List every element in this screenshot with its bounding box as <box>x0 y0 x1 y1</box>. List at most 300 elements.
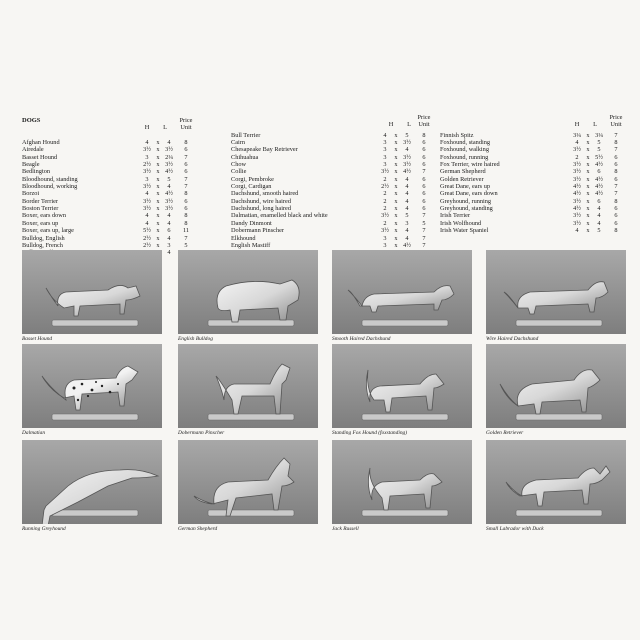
height-value: 3½ <box>143 183 151 191</box>
times-sign: x <box>586 227 590 235</box>
height-value: 3½ <box>573 219 581 227</box>
price-value: 7 <box>422 234 426 242</box>
length-value: 4 <box>167 219 171 227</box>
dog-breed-name: Boxer, ears down <box>22 212 66 220</box>
height-value: 2 <box>383 219 387 227</box>
times-sign: x <box>586 205 590 213</box>
price-value: 7 <box>184 234 188 242</box>
l-head: L <box>407 121 411 128</box>
height-value: 3½ <box>573 212 581 220</box>
price-value: 7 <box>422 241 426 249</box>
dog-figurine-image <box>332 440 472 524</box>
catalog-row <box>22 198 217 205</box>
times-sign: x <box>156 153 160 161</box>
catalog-row <box>231 139 446 146</box>
times-sign: x <box>394 234 398 242</box>
height-value: 4 <box>145 190 149 198</box>
price-head-2: Unit <box>610 121 622 128</box>
dog-figurine-image <box>22 344 162 428</box>
dog-figurine-photo <box>486 250 626 334</box>
price-value: 6 <box>422 205 426 213</box>
dog-breed-name: Finnish Spitz <box>440 131 474 139</box>
length-value: 4 <box>167 234 171 242</box>
photo-caption: Standing Fox Hound (foxstanding) <box>332 430 408 436</box>
price-value: 8 <box>614 168 618 176</box>
times-sign: x <box>394 175 398 183</box>
h-head: H <box>574 121 580 128</box>
price-head-1: Price <box>179 117 193 124</box>
price-value: 5 <box>422 219 426 227</box>
price-value: 6 <box>422 175 426 183</box>
dog-breed-name: Chihuahua <box>231 153 259 161</box>
length-value: 5 <box>405 131 409 139</box>
price-value: 7 <box>184 153 188 161</box>
dog-breed-name: Boxer, ears up <box>22 219 59 227</box>
price-value: 6 <box>184 205 188 213</box>
length-value: 4 <box>167 139 171 147</box>
photo-caption: Golden Retriever <box>486 430 524 436</box>
dog-breed-name: Dachshund, wire haired <box>231 197 291 205</box>
catalog-column-1 <box>22 114 217 257</box>
catalog-row <box>231 161 446 168</box>
height-value: 2½ <box>381 183 389 191</box>
times-sign: x <box>586 219 590 227</box>
photo-caption: Jack Russell <box>332 526 359 532</box>
times-sign: x <box>586 161 590 169</box>
length-value: 4 <box>167 183 171 191</box>
photo-caption: Basset Hound <box>22 336 53 342</box>
catalog-row <box>22 168 217 175</box>
dog-breed-name: Corgi, Cardigan <box>231 183 272 191</box>
height-value: 3½ <box>143 205 151 213</box>
catalog-row <box>231 154 446 161</box>
length-value: 4 <box>597 205 601 213</box>
times-sign: x <box>156 227 160 235</box>
times-sign: x <box>156 168 160 176</box>
catalog-row <box>22 235 217 242</box>
dog-breed-name: Greyhound, running <box>440 197 492 205</box>
times-sign: x <box>586 153 590 161</box>
height-value: 2 <box>383 205 387 213</box>
height-value: 2½ <box>143 161 151 169</box>
catalog-row <box>22 183 217 190</box>
price-value: 6 <box>184 168 188 176</box>
photo-caption: Small Labrador with Duck <box>486 526 544 532</box>
times-sign: x <box>394 227 398 235</box>
length-value: 2¼ <box>165 153 173 161</box>
times-sign: x <box>394 183 398 191</box>
length-value: 4 <box>405 227 409 235</box>
height-value: 3 <box>383 146 387 154</box>
times-sign: x <box>394 131 398 139</box>
times-sign: x <box>156 234 160 242</box>
price-value: 6 <box>422 161 426 169</box>
length-value: 4½ <box>165 190 173 198</box>
times-sign: x <box>394 219 398 227</box>
catalog-row <box>22 154 217 161</box>
dog-breed-name: Dachshund, long haired <box>231 205 291 213</box>
dog-breed-name: Elkhound <box>231 234 256 242</box>
height-value: 2 <box>383 197 387 205</box>
price-value: 6 <box>184 161 188 169</box>
catalog-row <box>22 220 217 227</box>
dog-figurine-photo <box>332 440 472 524</box>
height-value: 4 <box>575 227 579 235</box>
length-value: 4 <box>405 175 409 183</box>
times-sign: x <box>586 190 590 198</box>
catalog-row <box>22 190 217 197</box>
catalog-row <box>231 220 446 227</box>
catalog-row <box>440 227 635 234</box>
dog-figurine-image <box>332 344 472 428</box>
times-sign: x <box>586 168 590 176</box>
times-sign: x <box>586 183 590 191</box>
dog-breed-name: Irish Water Spaniel <box>440 227 489 235</box>
length-value: 4½ <box>595 161 603 169</box>
height-value: 3 <box>145 175 149 183</box>
price-head-1: Price <box>609 114 623 121</box>
price-value: 6 <box>422 183 426 191</box>
price-head-1: Price <box>417 114 431 121</box>
dog-breed-name: Dalmatian, enamelled black and white <box>231 212 328 220</box>
price-value: 7 <box>422 227 426 235</box>
length-value: 4½ <box>165 168 173 176</box>
price-value: 7 <box>184 175 188 183</box>
dog-breed-name: Golden Retriever <box>440 175 484 183</box>
height-value: 4 <box>145 219 149 227</box>
dog-breed-name: Bulldog, French <box>22 241 63 249</box>
height-value: 3½ <box>143 168 151 176</box>
dog-breed-name: Irish Terrier <box>440 212 471 220</box>
catalog-column-2 <box>231 117 446 249</box>
length-value: 5½ <box>595 153 603 161</box>
length-value: 4 <box>167 212 171 220</box>
times-sign: x <box>394 153 398 161</box>
price-value: 7 <box>614 131 618 139</box>
dog-breed-name: German Shepherd <box>440 168 486 176</box>
price-value: 7 <box>422 212 426 220</box>
length-value: 4½ <box>595 190 603 198</box>
dog-breed-name: Bull Terrier <box>231 131 261 139</box>
catalog-row <box>231 235 446 242</box>
dog-figurine-image <box>22 250 162 334</box>
length-value: 3 <box>405 219 409 227</box>
height-value: 3 <box>145 153 149 161</box>
dog-breed-name: Beagle <box>22 161 40 169</box>
dog-breed-name: Bloodhound, working <box>22 183 78 191</box>
times-sign: x <box>586 146 590 154</box>
price-value: 6 <box>614 161 618 169</box>
price-catalog <box>22 114 632 257</box>
length-value: 3½ <box>165 146 173 154</box>
times-sign: x <box>156 146 160 154</box>
height-value: 3½ <box>381 212 389 220</box>
height-value: 3½ <box>573 175 581 183</box>
price-value: 8 <box>614 139 618 147</box>
height-value: 2 <box>383 190 387 198</box>
height-value: 4½ <box>573 190 581 198</box>
dog-figurine-photo <box>486 440 626 524</box>
dog-breed-name: Corgi, Pembroke <box>231 175 274 183</box>
photo-caption: Wire Haired Dachshund <box>486 336 539 342</box>
times-sign: x <box>586 131 590 139</box>
times-sign: x <box>156 175 160 183</box>
catalog-row <box>231 212 446 219</box>
height-value: 3 <box>383 241 387 249</box>
times-sign: x <box>394 146 398 154</box>
height-value: 2½ <box>143 234 151 242</box>
dog-figurine-photo <box>332 344 472 428</box>
photo-caption: Dalmatian <box>22 430 46 436</box>
length-value: 3 <box>167 241 171 249</box>
height-value: 3½ <box>573 161 581 169</box>
dog-breed-name: Basset Hound <box>22 153 58 161</box>
price-value: 11 <box>182 227 190 235</box>
l-head: L <box>593 121 597 128</box>
dog-breed-name: Collie <box>231 168 247 176</box>
dog-breed-name: Foxhound, walking <box>440 146 489 154</box>
catalog-row <box>231 227 446 234</box>
length-value: 3½ <box>165 205 173 213</box>
times-sign: x <box>586 175 590 183</box>
price-value: 8 <box>422 131 426 139</box>
header-group-1 <box>140 117 196 131</box>
height-value: 4 <box>575 139 579 147</box>
photo-caption: Dobermann Pinscher <box>178 430 225 436</box>
catalog-row <box>440 205 635 212</box>
dog-breed-name: Great Dane, ears up <box>440 183 490 191</box>
times-sign: x <box>586 212 590 220</box>
catalog-row <box>440 176 635 183</box>
dog-figurine-photo <box>178 250 318 334</box>
catalog-row <box>440 146 635 153</box>
catalog-row <box>440 168 635 175</box>
times-sign: x <box>156 161 160 169</box>
catalog-row <box>231 242 446 249</box>
dog-breed-name: Dandy Dinmont <box>231 219 272 227</box>
catalog-row <box>231 205 446 212</box>
l-head: L <box>163 124 167 131</box>
times-sign: x <box>156 212 160 220</box>
price-value: 8 <box>184 139 188 147</box>
price-value: 6 <box>614 205 618 213</box>
dog-breed-name: Bloodhound, standing <box>22 175 78 183</box>
dog-figurine-image <box>486 250 626 334</box>
header-group-3 <box>570 114 626 128</box>
photo-caption: Running Greyhound <box>22 526 66 532</box>
length-value: 3½ <box>403 161 411 169</box>
height-value: 4½ <box>573 183 581 191</box>
dog-breed-name: Dobermann Pinscher <box>231 227 284 235</box>
price-value: 6 <box>614 212 618 220</box>
length-value: 4½ <box>595 183 603 191</box>
height-value: 2 <box>383 175 387 183</box>
height-value: 3½ <box>573 168 581 176</box>
dog-figurine-image <box>486 344 626 428</box>
times-sign: x <box>156 219 160 227</box>
times-sign: x <box>156 183 160 191</box>
length-value: 3½ <box>165 161 173 169</box>
length-value: 4 <box>405 146 409 154</box>
dog-breed-name: Dachshund, smooth haired <box>231 190 299 198</box>
catalog-row <box>231 198 446 205</box>
times-sign: x <box>586 139 590 147</box>
dog-figurine-photo <box>22 440 162 524</box>
catalog-row <box>22 205 217 212</box>
catalog-row <box>22 227 217 234</box>
price-head-2: Unit <box>180 124 192 131</box>
length-value: 5 <box>167 175 171 183</box>
dog-breed-name: Boxer, ears up, large <box>22 227 74 235</box>
catalog-row <box>440 161 635 168</box>
length-value: 4½ <box>403 241 411 249</box>
header-group-2 <box>378 114 434 128</box>
dog-figurine-image <box>178 250 318 334</box>
times-sign: x <box>394 161 398 169</box>
dog-figurine-photo <box>486 344 626 428</box>
length-value: 5 <box>405 212 409 220</box>
dog-figurine-photo <box>22 250 162 334</box>
times-sign: x <box>586 197 590 205</box>
dog-figurine-image <box>332 250 472 334</box>
catalog-row <box>231 190 446 197</box>
catalog-row <box>440 183 635 190</box>
catalog-row <box>22 146 217 153</box>
dog-figurine-photo <box>332 250 472 334</box>
height-value: 4½ <box>573 205 581 213</box>
dog-breed-name: Foxhound, running <box>440 153 489 161</box>
height-value: 3 <box>383 161 387 169</box>
times-sign: x <box>394 197 398 205</box>
height-value: 2 <box>575 153 579 161</box>
photo-caption: German Shepherd <box>178 526 218 532</box>
dog-breed-name: Borzoi <box>22 190 40 198</box>
dog-breed-name: Chesapeake Bay Retriever <box>231 146 298 154</box>
height-value: 4 <box>145 139 149 147</box>
length-value: 4 <box>405 183 409 191</box>
photo-caption: Smooth Haired Dachshund <box>332 336 391 342</box>
dog-breed-name: Border Terrier <box>22 197 58 205</box>
times-sign: x <box>394 168 398 176</box>
price-value: 8 <box>184 212 188 220</box>
catalog-row <box>440 190 635 197</box>
height-value: 3½ <box>573 197 581 205</box>
price-head-2: Unit <box>418 121 430 128</box>
times-sign: x <box>394 139 398 147</box>
length-value: 4½ <box>595 175 603 183</box>
dog-breed-name: Chow <box>231 161 247 169</box>
length-value: 4 <box>405 234 409 242</box>
catalog-row <box>440 132 635 139</box>
catalog-row <box>231 183 446 190</box>
photo-grid <box>22 250 632 540</box>
catalog-row <box>231 176 446 183</box>
times-sign: x <box>394 212 398 220</box>
height-value: 3 <box>383 153 387 161</box>
length-value: 5 <box>597 227 601 235</box>
length-value: 4 <box>597 219 601 227</box>
catalog-row <box>22 212 217 219</box>
catalog-column-3 <box>440 117 635 235</box>
catalog-row <box>22 161 217 168</box>
height-value: 3½ <box>143 197 151 205</box>
dog-breed-name: Fox Terrier, wire haired <box>440 161 500 169</box>
price-value: 6 <box>614 219 618 227</box>
catalog-row <box>440 154 635 161</box>
h-head: H <box>388 121 394 128</box>
height-value: 3 <box>383 234 387 242</box>
length-value: 6 <box>597 168 601 176</box>
length-value: 4 <box>405 197 409 205</box>
price-value: 6 <box>422 197 426 205</box>
length-value: 6 <box>167 227 171 235</box>
height-value: 3½ <box>381 168 389 176</box>
dog-breed-name: Bedlington <box>22 168 50 176</box>
times-sign: x <box>156 190 160 198</box>
price-value: 8 <box>184 219 188 227</box>
price-value: 7 <box>422 168 426 176</box>
dog-breed-name: Cairn <box>231 139 245 147</box>
catalog-row <box>440 212 635 219</box>
dog-breed-name: Airedale <box>22 146 44 154</box>
height-value: 4 <box>383 131 387 139</box>
dog-breed-name: Afghan Hound <box>22 139 60 147</box>
times-sign: x <box>394 205 398 213</box>
price-value: 8 <box>614 227 618 235</box>
length-value: 4 <box>405 190 409 198</box>
dog-breed-name: Boston Terrier <box>22 205 59 213</box>
height-value: 2½ <box>143 241 151 249</box>
length-value: 6 <box>597 197 601 205</box>
catalog-row <box>231 146 446 153</box>
length-value: 4 <box>597 212 601 220</box>
price-value: 6 <box>614 153 618 161</box>
dog-figurine-image <box>486 440 626 524</box>
price-value: 7 <box>614 146 618 154</box>
dog-figurine-photo <box>178 440 318 524</box>
height-value: 3½ <box>573 146 581 154</box>
dog-breed-name: Greyhound, standing <box>440 205 493 213</box>
length-value: 4½ <box>403 168 411 176</box>
height-value: 4 <box>145 212 149 220</box>
catalog-row <box>22 139 217 146</box>
catalog-row <box>22 242 217 249</box>
length-value: 4 <box>167 249 171 257</box>
length-value: 3½ <box>403 139 411 147</box>
times-sign: x <box>394 190 398 198</box>
height-value: 3½ <box>143 146 151 154</box>
dog-breed-name: Bulldog, English <box>22 234 65 242</box>
price-value: 6 <box>614 175 618 183</box>
catalog-row <box>440 139 635 146</box>
catalog-row <box>231 132 446 139</box>
dog-figurine-photo <box>22 344 162 428</box>
catalog-row <box>440 220 635 227</box>
price-value: 6 <box>422 190 426 198</box>
height-value: 3 <box>383 139 387 147</box>
catalog-row <box>231 168 446 175</box>
photo-caption: English Bulldog <box>178 336 213 342</box>
price-value: 6 <box>184 146 188 154</box>
dog-figurine-image <box>178 344 318 428</box>
length-value: 4 <box>405 205 409 213</box>
times-sign: x <box>156 241 160 249</box>
price-value: 7 <box>614 183 618 191</box>
height-value: 3¼ <box>573 131 581 139</box>
dog-figurine-photo <box>178 344 318 428</box>
price-value: 8 <box>184 190 188 198</box>
dog-breed-name: Foxhound, standing <box>440 139 491 147</box>
